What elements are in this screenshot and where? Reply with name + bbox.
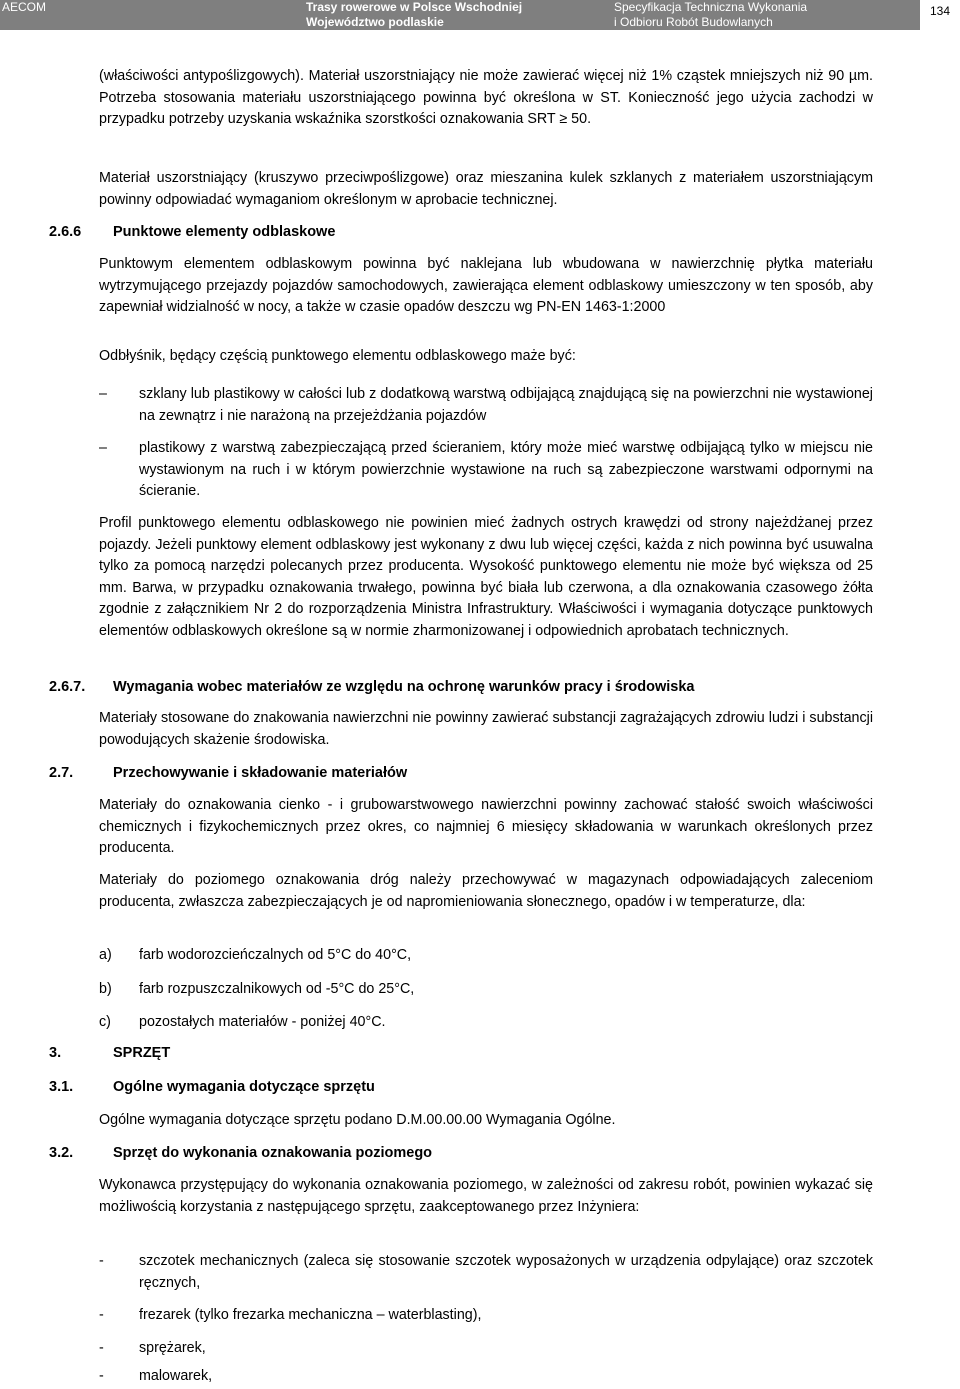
header-spec-title [614,0,914,30]
section-title: Punktowe elementy odblaskowe [113,224,336,240]
list-item-text: frezarek (tylko frezarka mechaniczna – waterblasting), [139,1307,482,1323]
paragraph-267: Materiały stosowane do znakowania nawierzchni nie powinny zawierać substancji zagrażających zdrowiu ludzi i substancji powodujących skażenie środowiska. [99,710,873,748]
section-number: 3. [49,1045,62,1061]
list-item-text: malowarek, [139,1368,213,1384]
hyphen-marker: - [99,1368,104,1384]
section-number: 2.6.7. [49,679,86,695]
project-title-line2: Województwo podlaskie [306,15,444,29]
list-marker: b) [99,981,112,997]
list-marker: a) [99,947,112,963]
list-item-text: sprężarek, [139,1340,206,1356]
paragraph-266-1: Punktowym elementem odblaskowym powinna być naklejana lub wbudowana w nawierzchnię płytka materiału wytrzymującego przejazdy pojazdów samochodowych, zawierająca element odblaskowy umieszczony w ten sposób, aby zapewniał widzialność w nocy, a także w czasie opadów deszczu wg PN-EN 1463-1:2000 [99,256,873,316]
page-number: 134 [920,0,960,30]
list-item-text: szczotek mechanicznych (zaleca się stosowanie szczotek wyposażonych w urządzenia odpylające) oraz szczotek ręcznych, [139,1253,873,1291]
header-org [0,0,102,30]
header-project-title [306,0,606,30]
org-name: AECOM [2,0,47,14]
section-title: SPRZĘT [113,1045,171,1061]
hyphen-marker: - [99,1340,104,1356]
list-item-text: pozostałych materiałów - poniżej 40°C. [139,1014,386,1030]
paragraph-material: Materiał uszorstniający (kruszywo przeciwpoślizgowe) oraz mieszanina kulek szklanych z materiałem uszorstniającym powinny odpowiadać wymaganiom określonym w aprobacie technicznej. [99,170,873,208]
list-item-text: farb rozpuszczalnikowych od -5°C do 25°C, [139,981,415,997]
list-item-text: szklany lub plastikowy w całości lub z dodatkową warstwą odbijającą znajdującą się na powierzchni nie wystawionej na zewnątrz i nie narażoną na przejeżdżania pojazdów [139,386,873,424]
list-item-text: farb wodorozcieńczalnych od 5°C do 40°C, [139,947,412,963]
dash-marker: – [99,386,107,402]
page-header [0,0,960,30]
section-title: Sprzęt do wykonania oznakowania poziomego [113,1145,433,1161]
section-title: Wymagania wobec materiałów ze względu na ochronę warunków pracy i środowiska [113,679,695,695]
section-title: Przechowywanie i składowanie materiałów [113,765,408,781]
spec-title-line1: Specyfikacja Techniczna Wykonania [614,0,808,14]
section-title: Ogólne wymagania dotyczące sprzętu [113,1079,375,1095]
paragraph-27-2: Materiały do poziomego oznakowania dróg należy przechowywać w magazynach odpowiadających zaleceniom producenta, zwłaszcza zabezpieczających je od napromieniowania słonecznego, opadów i w temperaturze, dla: [99,872,873,910]
hyphen-marker: - [99,1307,104,1323]
spec-title-line2: i Odbioru Robót Budowlanych [614,15,773,29]
project-title-line1: Trasy rowerowe w Polsce Wschodniej [306,0,523,14]
section-number: 3.1. [49,1079,74,1095]
list-marker: c) [99,1014,111,1030]
section-number: 2.7. [49,765,74,781]
paragraph-27-1: Materiały do oznakowania cienko - i grubowarstwowego nawierzchni powinny zachować stałość swoich właściwości chemicznych i fizykochemicznych przez okres, co najmniej 6 miesięcy składowania w warunkach określonych przez producenta. [99,797,873,857]
section-number: 3.2. [49,1145,74,1161]
list-item-text: plastikowy z warstwą zabezpieczającą przed ścieraniem, który może mieć warstwę odbijającą tylko w miejscu nie wystawionym na ruch i w którym powierzchnie wystawione na ruch są zabezpieczone warstwami odpornymi na ścieranie. [139,440,873,500]
hyphen-marker: - [99,1253,104,1269]
paragraph-266-3: Profil punktowego elementu odblaskowego nie powinien mieć żadnych ostrych krawędzi od strony najeżdżanej przez pojazdy. Jeżeli punktowy element odblaskowy jest wykonany z dwu lub więcej części, każda z nich powinna być usuwalna tylko za pomocą narzędzi polecanych przez producenta. Wysokość punktowego elementu nie może być większa od 25 mm. Barwa, w przypadku oznakowania trwałego, powinna być biała lub czerwona, a dla oznakowania czasowego żółta zgodnie z załącznikiem Nr 2 do rozporządzenia Ministra Infrastruktury. Właściwości i wymagania dotyczące punktowych elementów odblaskowych określone są w normie zharmonizowanej i odpowiednich aprobatach technicznych. [99,515,873,639]
paragraph-32: Wykonawca przystępujący do wykonania oznakowania poziomego, w zależności od zakresu robót, powinien wykazać się możliwością korzystania z następującego sprzętu, zaakceptowanego przez Inżyniera: [99,1177,873,1215]
paragraph-266-2: Odbłyśnik, będący częścią punktowego elementu odblaskowego maże być: [99,348,576,364]
paragraph-intro: (właściwości antypoślizgowych). Materiał uszorstniający nie może zawierać więcej niż 1% cząstek mniejszych niż 90 µm. Potrzeba stosowania materiału uszorstniającego powinna być określona w ST. Konieczność jego użycia zachodzi w przypadku potrzeby uzyskania wskaźnika szorstkości oznakowania SRT ≥ 50. [99,68,873,128]
section-number: 2.6.6 [49,224,82,240]
dash-marker: – [99,440,107,456]
paragraph-31: Ogólne wymagania dotyczące sprzętu podano D.M.00.00.00 Wymagania Ogólne. [99,1112,616,1128]
